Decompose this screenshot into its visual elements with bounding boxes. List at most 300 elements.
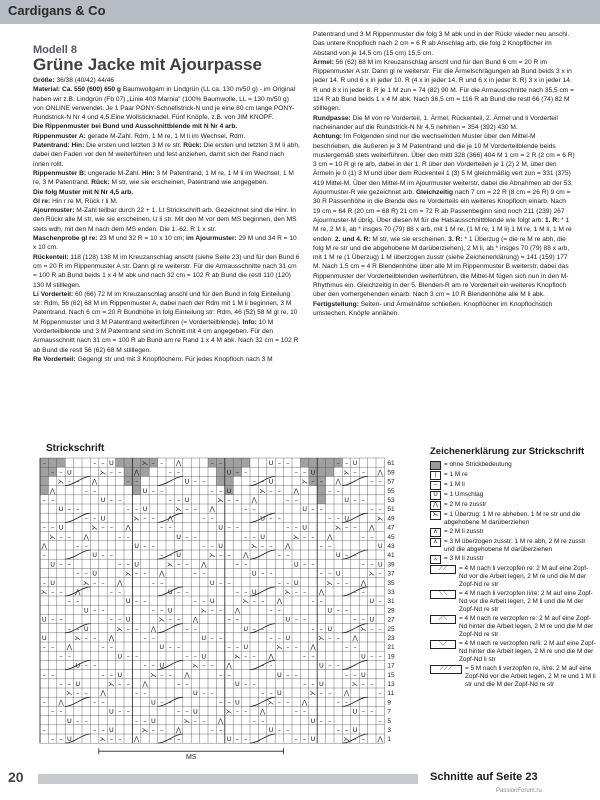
chart-symbol: ⋀	[108, 634, 115, 642]
chart-symbol: –	[227, 578, 231, 587]
chart-symbol: –	[277, 514, 282, 523]
chart-symbol: –	[294, 643, 298, 652]
chart-symbol: U	[117, 652, 123, 661]
chart-symbol: ⋋	[318, 634, 325, 642]
chart-symbol: –	[244, 588, 248, 596]
chart-symbol: ⋀	[335, 477, 341, 486]
chart-row-number: 59	[387, 469, 395, 477]
chart-symbol: –	[302, 588, 307, 596]
chart-symbol: –	[59, 468, 63, 477]
chart-symbol: –	[160, 578, 164, 587]
chart-symbol: –	[361, 560, 366, 569]
back-piece: Rückenteil: 118 (128) 138 M im Kreuzanschlag anschl (siehe Seite 23) und für den Bund 6 cm = 20 R im Rippenmuster A str. Dann gl re weiterstr. Für die Armausschnitte nach 31 cm = 100 R ab Bund beids 1 x 4 M abk und nach 32 cm = 102 R ab Bund die restl 110 (120) 130 M stilllegen.	[33, 253, 300, 289]
chart-symbol: –	[193, 569, 198, 578]
chart-symbol: ⋋	[368, 569, 376, 578]
chart-symbol: –	[286, 698, 290, 707]
chart-symbol: –	[76, 542, 80, 550]
chart-symbol: ⋀	[377, 735, 383, 744]
chart-symbol: –	[269, 569, 273, 578]
chart-symbol: U	[151, 716, 156, 725]
material: Material: Ca. 550 (600) 650 g Baumwollgarn in Lindgrün (LL ca. 130 m/50 g) - im Original haben wir z.B. Lindgrün (Fb 07) „Linie 403 Marnia" (100% Baumwolle, LL = 130 m/50 g) von ONLINE verwendet. Je 1 Paar PONY-Schnellstrick-N und je eine 80 cm lange PONY-Rundstrick-N Nr 4 und 4,5.Eine Wollsticknadel. Fünf Knöpfe, z.B. von JIM KNOPF.	[33, 86, 296, 122]
section-title: Cardigans & Co	[8, 3, 106, 18]
chart-symbol: U	[41, 615, 47, 624]
chart-symbol: –	[185, 624, 189, 633]
chart-symbol: U	[243, 643, 249, 652]
chart-symbol: ⋀	[133, 735, 140, 744]
chart-symbol: –	[59, 532, 63, 541]
chart-symbol: U	[268, 477, 274, 486]
chart-symbol: ⋀	[251, 496, 257, 504]
chart-symbol: ⋀	[83, 532, 89, 541]
chart-symbol: U	[285, 615, 291, 624]
chart-symbol: –	[260, 597, 265, 606]
chart-row-number: 33	[387, 589, 395, 596]
chart-symbol: ⋀	[226, 661, 232, 670]
rib-pattern-b: Rippenmuster B: ungerade M-Zahl. Hin: 3 M Patentrand, 1 M re, 1 M li im Wechsel, 1 M re, 3 M Patentrand. Rück: M str, wie sie erscheinen, Patentrand wie angegeben.	[33, 169, 294, 187]
chart-symbol: –	[277, 726, 282, 734]
chart-symbol: –	[76, 624, 80, 633]
chart-row-number: 45	[387, 533, 395, 541]
chart-symbol: –	[210, 606, 214, 615]
chart-symbol: –	[101, 606, 105, 615]
chart-symbol: –	[227, 523, 231, 532]
chart-symbol: U	[327, 606, 333, 615]
chart-symbol: –	[336, 726, 340, 734]
chart-symbol: –	[210, 661, 214, 670]
chart-row-number: 23	[387, 635, 395, 642]
chart-symbol: ⋀	[192, 615, 199, 624]
chart-symbol: ⋀	[41, 542, 47, 550]
chart-symbol: –	[210, 726, 214, 734]
chart-symbol: –	[67, 652, 72, 661]
chart-symbol: –	[269, 514, 273, 523]
chart-symbol: –	[311, 652, 315, 661]
chart-symbol: U	[327, 624, 333, 633]
chart-symbol: –	[109, 670, 114, 679]
chart-symbol: –	[160, 551, 164, 560]
chart-symbol: –	[101, 698, 105, 707]
chart-symbol: –	[378, 477, 382, 486]
chart-symbol: –	[260, 689, 265, 698]
chart-symbol: –	[252, 597, 256, 606]
chart-symbol: –	[50, 523, 55, 532]
chart-symbol: –	[101, 643, 105, 652]
chart-symbol: –	[353, 551, 357, 560]
chart-symbol: –	[185, 680, 189, 688]
chart-symbol: U	[335, 569, 341, 578]
legend-text: = 3 M li zusstr	[444, 555, 484, 562]
chart-symbol: –	[286, 578, 290, 587]
chart-symbol: U	[361, 670, 366, 679]
chart-symbol: –	[185, 652, 189, 661]
chart-symbol: –	[319, 542, 324, 550]
rib-pattern-a: Rippenmuster A: gerade M-Zahl. Rdm, 1 M re, 1 M li im Wechsel, Rdm.	[33, 132, 246, 140]
chart-symbol: –	[378, 505, 382, 514]
chart-symbol: –	[286, 523, 290, 532]
chart-symbol: U	[218, 542, 223, 550]
chart-symbol: ⋀	[142, 680, 148, 688]
chart-symbol: ⋋	[250, 542, 258, 550]
chart-symbol: U	[83, 624, 89, 633]
chart-symbol: –	[42, 551, 46, 560]
chart-symbol: –	[378, 652, 382, 661]
chart-symbol: U	[277, 670, 282, 679]
chart-symbol: –	[151, 514, 156, 523]
chart-symbol: –	[210, 689, 214, 698]
chart-symbol: U	[268, 459, 274, 468]
chart-symbol: –	[143, 597, 147, 606]
chart-symbol: U	[310, 716, 316, 725]
chart-symbol: –	[76, 716, 80, 725]
chart-symbol: –	[59, 735, 63, 744]
chart-symbol: –	[336, 606, 340, 615]
chart-symbol: –	[118, 735, 122, 744]
chart-symbol: –	[59, 652, 63, 661]
chart-symbol: U	[117, 670, 123, 679]
chart-symbol: ⋀	[377, 468, 383, 477]
chart-symbol: ⋀	[369, 523, 375, 532]
chart-grey-cell	[40, 486, 48, 495]
chart-symbol: ⋀	[100, 689, 106, 698]
chart-symbol: ⋀	[201, 560, 207, 569]
chart-row-number: 29	[387, 607, 395, 615]
chart-symbol: –	[42, 698, 46, 707]
chart-symbol: –	[193, 505, 198, 514]
instructions-column-2	[313, 30, 575, 318]
chart-cable	[65, 697, 90, 706]
chart-symbol: U	[251, 569, 257, 578]
chart-symbol: ⋀	[310, 643, 316, 652]
chart-symbol: –	[202, 716, 206, 725]
chart-symbol: –	[92, 661, 97, 670]
chart-row-number: 53	[387, 497, 395, 504]
finishing: Fertigstellung: Seiten- und Ärmelnähte schließen. Knopflöcher im Knopflochstich umstechen. Knöpfe annähen.	[313, 300, 553, 317]
chart-grey-cell	[317, 495, 325, 504]
chart-symbol: ⋋	[150, 670, 157, 679]
chart-symbol: –	[218, 698, 223, 707]
chart-symbol: –	[151, 661, 156, 670]
chart-symbol: ⋋	[276, 643, 283, 652]
chart-symbol: ⋋	[360, 624, 367, 633]
chart-symbol: ⋋	[267, 698, 275, 707]
chart-grey-cell	[216, 467, 224, 476]
chart-symbol: –	[143, 542, 147, 550]
chart-symbol: –	[260, 716, 265, 725]
gauge: Maschenprobe gl re: 23 M und 32 R = 10 x 10 cm; im Ajourmuster: 29 M und 34 R = 10 x 10 cm.	[33, 235, 297, 252]
chart-symbol: –	[252, 680, 256, 688]
chart-symbol: –	[126, 707, 130, 716]
chart-symbol: –	[311, 597, 315, 606]
chart-symbol: –	[126, 680, 130, 688]
chart-symbol: –	[252, 716, 256, 725]
chart-symbol: U	[377, 542, 383, 550]
chart-symbol: U	[226, 735, 232, 744]
chart-symbol: –	[361, 735, 366, 744]
chart-symbol: –	[344, 551, 349, 560]
chart-row-number: 31	[387, 598, 395, 606]
chart-symbol: –	[151, 726, 156, 734]
legend-symbol: ⋋	[430, 511, 441, 520]
chart-symbol: –	[84, 634, 88, 642]
chart-symbol: –	[134, 689, 139, 698]
chart-symbol: –	[344, 459, 349, 468]
chart-symbol: ⋋	[334, 523, 342, 532]
chart-symbol: –	[160, 698, 164, 707]
chart-symbol: ⋀	[276, 597, 283, 606]
page-number: 20	[8, 769, 24, 785]
chart-symbol: U	[142, 505, 148, 514]
chart-symbol: –	[235, 707, 240, 716]
chart-symbol: ⋀	[209, 505, 215, 514]
chart-symbol: –	[92, 634, 97, 642]
chart-symbol: –	[294, 670, 298, 679]
chart-symbol: –	[361, 532, 366, 541]
chart-symbol: –	[134, 652, 139, 661]
chart-row-number: 17	[387, 662, 395, 670]
legend-symbol: ∧	[430, 528, 441, 537]
chart-symbol: ⋋	[225, 707, 233, 716]
chart-symbol: –	[353, 496, 357, 504]
chart-symbol: –	[244, 652, 248, 661]
chart-symbol: –	[218, 670, 223, 679]
chart-symbol: –	[252, 532, 256, 541]
chart-symbol: U	[100, 496, 106, 504]
chart-symbol: –	[168, 468, 172, 477]
chart-row-number: 47	[387, 524, 395, 532]
chart-symbol: –	[42, 459, 46, 468]
chart-symbol: –	[126, 560, 130, 569]
chart-symbol: –	[260, 542, 265, 550]
chart-row-number: 61	[387, 460, 395, 468]
chart-symbol: U	[58, 523, 64, 532]
chart-grey-cell	[124, 467, 132, 476]
chart-cable	[158, 624, 183, 633]
chart-symbol: U	[125, 615, 131, 624]
chart-cable	[158, 476, 183, 485]
chart-symbol: ⋋	[183, 716, 191, 725]
chart-symbol: –	[328, 689, 332, 698]
chart-symbol: ⋋	[82, 578, 90, 587]
chart-symbol: ⋀	[293, 486, 299, 495]
chart-symbol: –	[361, 496, 366, 504]
page-title: Grüne Jacke mit Ajourpasse	[33, 55, 262, 74]
chart-symbol: U	[235, 680, 240, 688]
legend-symbol: ⩑	[430, 555, 441, 564]
chart-symbol: –	[378, 624, 382, 633]
chart-symbol: U	[142, 486, 148, 495]
chart-symbol: –	[101, 551, 105, 560]
chart-symbol: –	[277, 578, 282, 587]
chart-grey-cell	[132, 458, 140, 467]
chart-symbol: –	[143, 514, 147, 523]
chart-symbol: –	[202, 477, 206, 486]
chart-symbol: U	[209, 597, 215, 606]
chart-symbol: U	[344, 514, 349, 523]
chart-symbol: –	[277, 634, 282, 642]
chart-symbol: –	[210, 542, 214, 550]
chart-symbol: –	[109, 735, 114, 744]
chart-symbol: ⋋	[192, 661, 199, 670]
chart-symbol: ⋋	[242, 597, 250, 606]
chart-grey-cell	[40, 476, 48, 485]
chart-symbol: –	[160, 670, 164, 679]
legend-text: = 3 M überzogen zusstr: 1 M re abh, 2 M re zusstr und die abgehobene M darüberziehen	[444, 538, 586, 553]
chart-symbol: –	[134, 505, 139, 514]
chart-symbol: –	[50, 707, 55, 716]
chart-symbol: –	[59, 588, 63, 596]
chart-symbol: U	[285, 634, 291, 642]
chart-symbol: U	[58, 505, 64, 514]
chart-symbol: U	[268, 726, 274, 734]
chart-symbol: –	[336, 634, 340, 642]
chart-symbol: ⋀	[167, 514, 173, 523]
chart-symbol: ⋋	[208, 551, 216, 560]
chart-symbol: ⋀	[327, 532, 333, 541]
chart-symbol: U	[100, 514, 106, 523]
chart-symbol: –	[193, 624, 198, 633]
chart-row-number: 25	[387, 625, 395, 633]
chart-symbol: –	[319, 716, 324, 725]
chart-symbol: U	[209, 578, 215, 587]
chart-grey-cell	[233, 458, 241, 467]
chart-symbol: –	[193, 597, 198, 606]
chart-symbol: –	[328, 569, 332, 578]
chart-symbol: –	[193, 716, 198, 725]
chart-symbol: –	[302, 680, 307, 688]
chart-symbol: –	[311, 560, 315, 569]
chart-symbol: ⋀	[268, 652, 274, 661]
chart-symbol: –	[361, 680, 366, 688]
chart-symbol: –	[118, 468, 122, 477]
chart-symbol: U	[218, 523, 223, 532]
chart-symbol: –	[84, 716, 88, 725]
chart-symbol: –	[67, 624, 72, 633]
further-heading: Die folg Muster mit N Nr 4,5 arb.	[33, 188, 134, 196]
legend-text: = 4 M nach re verzopfen re: 2 M auf eine Zopf-Nd hinter die Arbeit legen, 2 M re und die M der Zopf-Nd re str	[459, 615, 594, 638]
chart-symbol: –	[344, 643, 349, 652]
chart-symbol: ⋋	[124, 569, 132, 578]
legend-symbol: ⟋⟋⟋	[430, 665, 462, 674]
chart-symbol: –	[227, 496, 231, 504]
chart-symbol: –	[227, 670, 231, 679]
chart-symbol: –	[269, 542, 273, 550]
chart-row-number: 57	[387, 478, 395, 486]
chart-symbol: –	[126, 477, 130, 486]
chart-symbol: –	[118, 588, 122, 596]
chart-symbol: ⋋	[158, 615, 166, 624]
chart-symbol: U	[369, 597, 375, 606]
chart-symbol: –	[252, 477, 256, 486]
chart-symbol: –	[185, 505, 189, 514]
chart-symbol: –	[378, 689, 382, 698]
chart-symbol: U	[277, 689, 282, 698]
chart-symbol: –	[176, 560, 181, 569]
chart-symbol: –	[311, 505, 315, 514]
chart-symbol: –	[84, 689, 88, 698]
chart-row-number: 5	[387, 717, 392, 725]
chart-symbol: –	[311, 532, 315, 541]
chart-symbol: –	[42, 523, 46, 532]
chart-symbol: –	[344, 523, 349, 532]
chart-symbol: ⋀	[91, 477, 98, 486]
chart-symbol: ⋀	[175, 726, 182, 734]
legend-item	[430, 615, 596, 639]
chart-symbol: U	[377, 560, 383, 569]
chart-symbol: ⋋	[292, 532, 300, 541]
chart-symbol: –	[344, 670, 349, 679]
chart-symbol: U	[83, 606, 89, 615]
chart-grey-cell	[216, 476, 224, 485]
chart-symbol: U	[67, 716, 72, 725]
chart-symbol: –	[302, 652, 307, 661]
chart-grey-cell	[124, 458, 132, 467]
legend-symbol: ⟍⟍	[430, 590, 456, 599]
chart-symbol: –	[168, 698, 172, 707]
chart-symbol: U	[302, 523, 307, 532]
rib-heading: Die Rippenmuster bei Bund und Ausschnittblende mit N Nr 4 arb.	[33, 123, 238, 131]
model-number: Modell 8	[33, 44, 78, 56]
chart-symbol: –	[176, 680, 181, 688]
chart-symbol: –	[109, 551, 114, 560]
chart-symbol: –	[370, 477, 374, 486]
chart-symbol: –	[101, 523, 105, 532]
chart-symbol: U	[226, 468, 232, 477]
chart-symbol: U	[109, 726, 114, 734]
chart-symbol: –	[109, 496, 114, 504]
chart-symbol: ⋋	[116, 624, 124, 633]
chart-symbol: –	[361, 615, 366, 624]
chart-symbol: –	[311, 680, 315, 688]
chart-symbol: U	[293, 560, 299, 569]
chart-symbol: –	[370, 707, 374, 716]
legend-text: = 1 Umschlag	[444, 491, 484, 498]
chart-symbol: U	[193, 689, 198, 698]
chart-symbol: –	[168, 670, 172, 679]
chart-symbol: –	[294, 707, 298, 716]
chart-symbol: ⋋	[343, 468, 350, 477]
chart-row-number: 41	[387, 552, 395, 560]
chart-symbol: –	[294, 468, 298, 477]
repeat-label: MS	[185, 754, 197, 762]
chart-symbol: –	[92, 578, 97, 587]
chart-symbol: –	[319, 689, 324, 698]
legend-item	[430, 528, 596, 537]
chart-row-number: 3	[387, 727, 392, 734]
chart-symbol: –	[118, 680, 122, 688]
chart-symbol: –	[50, 643, 55, 652]
chart-symbol: –	[176, 615, 181, 624]
instructions-column-1	[33, 44, 301, 364]
chart-grey-cell	[40, 467, 48, 476]
chart-symbol: –	[260, 624, 265, 633]
chart-row-number: 51	[387, 506, 395, 514]
chart-symbol: –	[151, 606, 156, 615]
chart-symbol: –	[361, 588, 366, 596]
legend-symbol: ⟋⟋	[430, 565, 456, 574]
chart-row-number: 49	[387, 515, 395, 523]
chart-symbol: –	[286, 670, 290, 679]
chart-symbol: ⋋	[49, 532, 56, 541]
chart-symbol: –	[353, 735, 357, 744]
chart-symbol: ⋀	[133, 468, 140, 477]
chart-symbol: –	[176, 707, 181, 716]
chart-grey-cell	[317, 486, 325, 495]
chart-symbol: –	[336, 486, 340, 495]
chart-symbol: ⋋	[74, 634, 82, 642]
chart-symbol: ⋋	[259, 486, 266, 495]
chart-symbol: ⋀	[352, 634, 358, 642]
chart-symbol: –	[42, 726, 46, 734]
